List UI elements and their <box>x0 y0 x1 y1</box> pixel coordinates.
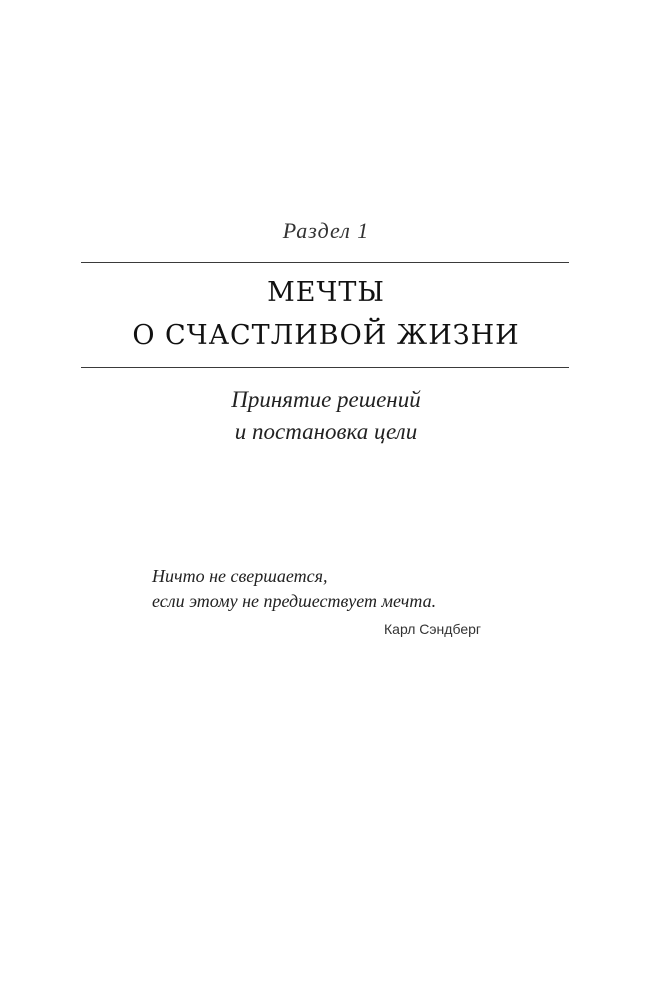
epigraph-quote-line-2: если этому не предшествует мечта. <box>152 591 437 611</box>
section-label: Раздел 1 <box>282 218 370 243</box>
chapter-title-line-1: МЕЧТЫ <box>267 277 385 308</box>
epigraph-author: Карл Сэндберг <box>384 621 482 637</box>
bottom-divider <box>81 367 569 368</box>
chapter-title-line-2: О СЧАСТЛИВОЙ ЖИЗНИ <box>132 320 520 351</box>
top-divider <box>81 262 569 263</box>
chapter-subtitle-line-1: Принятие решений <box>231 387 421 412</box>
chapter-subtitle-line-2: и постановка цели <box>234 419 418 444</box>
epigraph-quote-line-1: Ничто не свершается, <box>152 566 328 586</box>
